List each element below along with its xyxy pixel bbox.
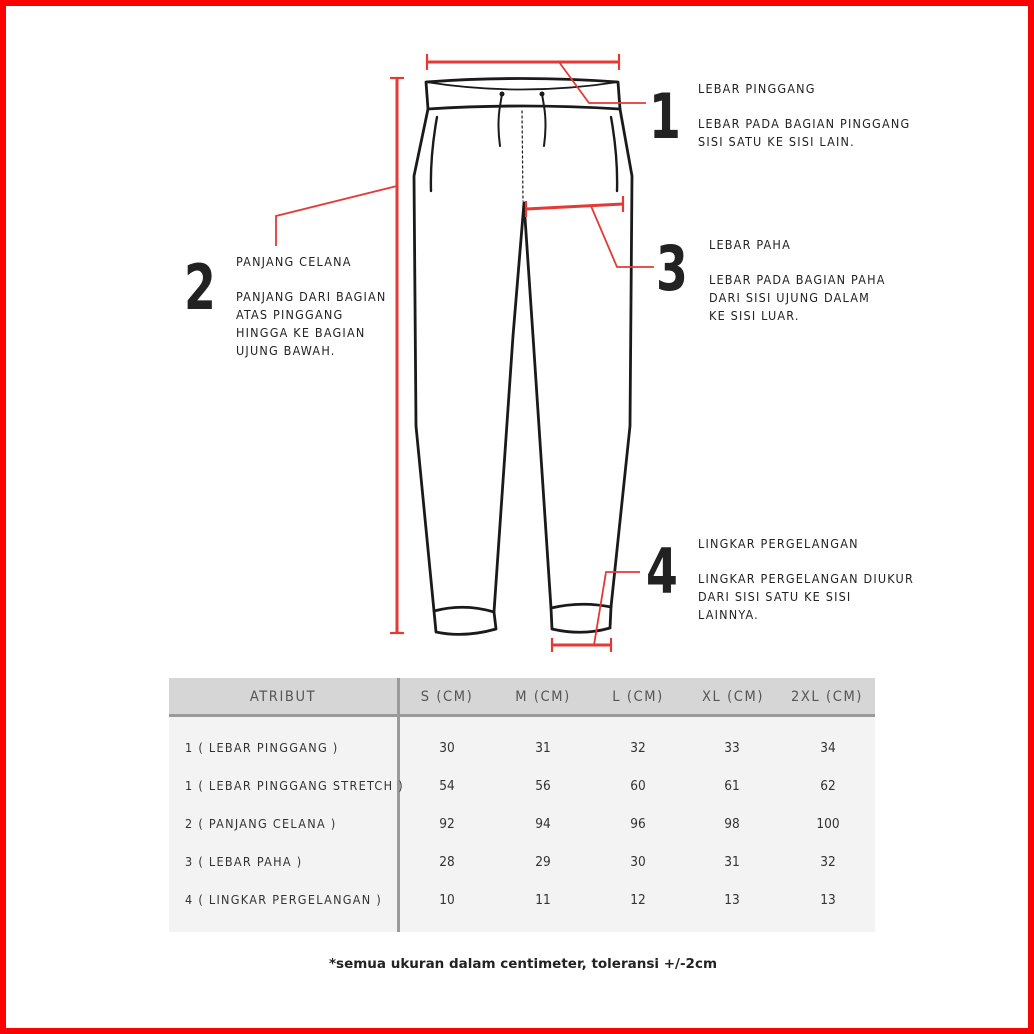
table-row xyxy=(169,767,875,805)
callout-description-3: LEBAR PADA BAGIAN PAHA DARI SISI UJUNG DALAM KE SISI LUAR. xyxy=(709,272,886,323)
callout-description-2: PANJANG DARI BAGIAN ATAS PINGGANG HINGGA KE BAGIAN UJUNG BAWAH. xyxy=(236,289,387,358)
callout-title-3: LEBAR PAHA xyxy=(709,237,791,252)
callout-title-4: LINGKAR PERGELANGAN xyxy=(698,536,859,551)
cell-s: 28 xyxy=(439,854,455,870)
cell-xl: 33 xyxy=(724,740,740,756)
cell-2xl: 62 xyxy=(820,778,836,794)
row-label: 1 ( LEBAR PINGGANG ) xyxy=(185,740,339,755)
cell-m: 31 xyxy=(535,740,551,756)
table-row xyxy=(169,805,875,843)
table-row xyxy=(169,843,875,881)
cell-l: 32 xyxy=(630,740,646,756)
table-header-row xyxy=(169,678,875,717)
cell-l: 12 xyxy=(630,892,646,908)
callout-title-2: PANJANG CELANA xyxy=(236,254,352,269)
table-row xyxy=(169,729,875,767)
header-size-m: M (CM) xyxy=(515,689,571,705)
cell-2xl: 34 xyxy=(820,740,836,756)
pants-illustration xyxy=(414,79,632,635)
left-pocket xyxy=(431,117,437,191)
cell-xl: 13 xyxy=(724,892,740,908)
callout-description-1: LEBAR PADA BAGIAN PINGGANG SISI SATU KE SISI LAIN. xyxy=(698,116,911,149)
cell-s: 30 xyxy=(439,740,455,756)
table-row xyxy=(169,881,875,919)
cell-xl: 98 xyxy=(724,816,740,832)
cell-l: 96 xyxy=(630,816,646,832)
header-size-s: S (CM) xyxy=(420,689,474,705)
callout-title-1: LEBAR PINGGANG xyxy=(698,81,816,96)
cell-2xl: 100 xyxy=(816,816,840,832)
cell-2xl: 13 xyxy=(820,892,836,908)
callout-description-4: LINGKAR PERGELANGAN DIUKUR DARI SISI SATU KE SISI LAINNYA. xyxy=(698,571,914,622)
header-size-xl: XL (CM) xyxy=(701,689,765,705)
cell-2xl: 32 xyxy=(820,854,836,870)
right-cuff xyxy=(551,604,611,632)
cell-s: 54 xyxy=(439,778,455,794)
cell-l: 30 xyxy=(630,854,646,870)
callout-number-4: 4 xyxy=(646,535,678,608)
callout-note-1 xyxy=(698,80,910,151)
size-chart-table xyxy=(169,678,875,932)
footnote: *semua ukuran dalam centimeter, toleransi +/-2cm xyxy=(328,956,718,972)
callout-note-2 xyxy=(236,253,387,360)
left-cuff xyxy=(434,607,496,634)
waistband xyxy=(426,79,620,110)
callout-number-2: 2 xyxy=(184,251,216,324)
center-seam xyxy=(522,111,523,201)
header-size-2xl: 2XL (CM) xyxy=(791,689,863,705)
cell-m: 11 xyxy=(535,892,551,908)
row-label: 2 ( PANJANG CELANA ) xyxy=(185,816,337,831)
callout-number-1: 1 xyxy=(649,80,681,153)
callout-number-3: 3 xyxy=(656,232,688,305)
right-pocket xyxy=(611,117,617,191)
cell-s: 92 xyxy=(439,816,455,832)
cell-xl: 61 xyxy=(724,778,740,794)
header-size-l: L (CM) xyxy=(612,689,664,705)
row-label: 4 ( LINGKAR PERGELANGAN ) xyxy=(185,892,383,907)
callout-note-3 xyxy=(709,236,886,325)
cell-m: 56 xyxy=(535,778,551,794)
row-label: 1 ( LEBAR PINGGANG STRETCH ) xyxy=(185,778,404,793)
cell-l: 60 xyxy=(630,778,646,794)
right-leg-outline xyxy=(524,109,632,608)
cell-m: 94 xyxy=(535,816,551,832)
cell-m: 29 xyxy=(535,854,551,870)
cell-s: 10 xyxy=(439,892,455,908)
cell-xl: 31 xyxy=(724,854,740,870)
header-atribut: ATRIBUT xyxy=(249,689,317,705)
row-label: 3 ( LEBAR PAHA ) xyxy=(185,854,303,869)
callout-note-4 xyxy=(698,535,914,624)
